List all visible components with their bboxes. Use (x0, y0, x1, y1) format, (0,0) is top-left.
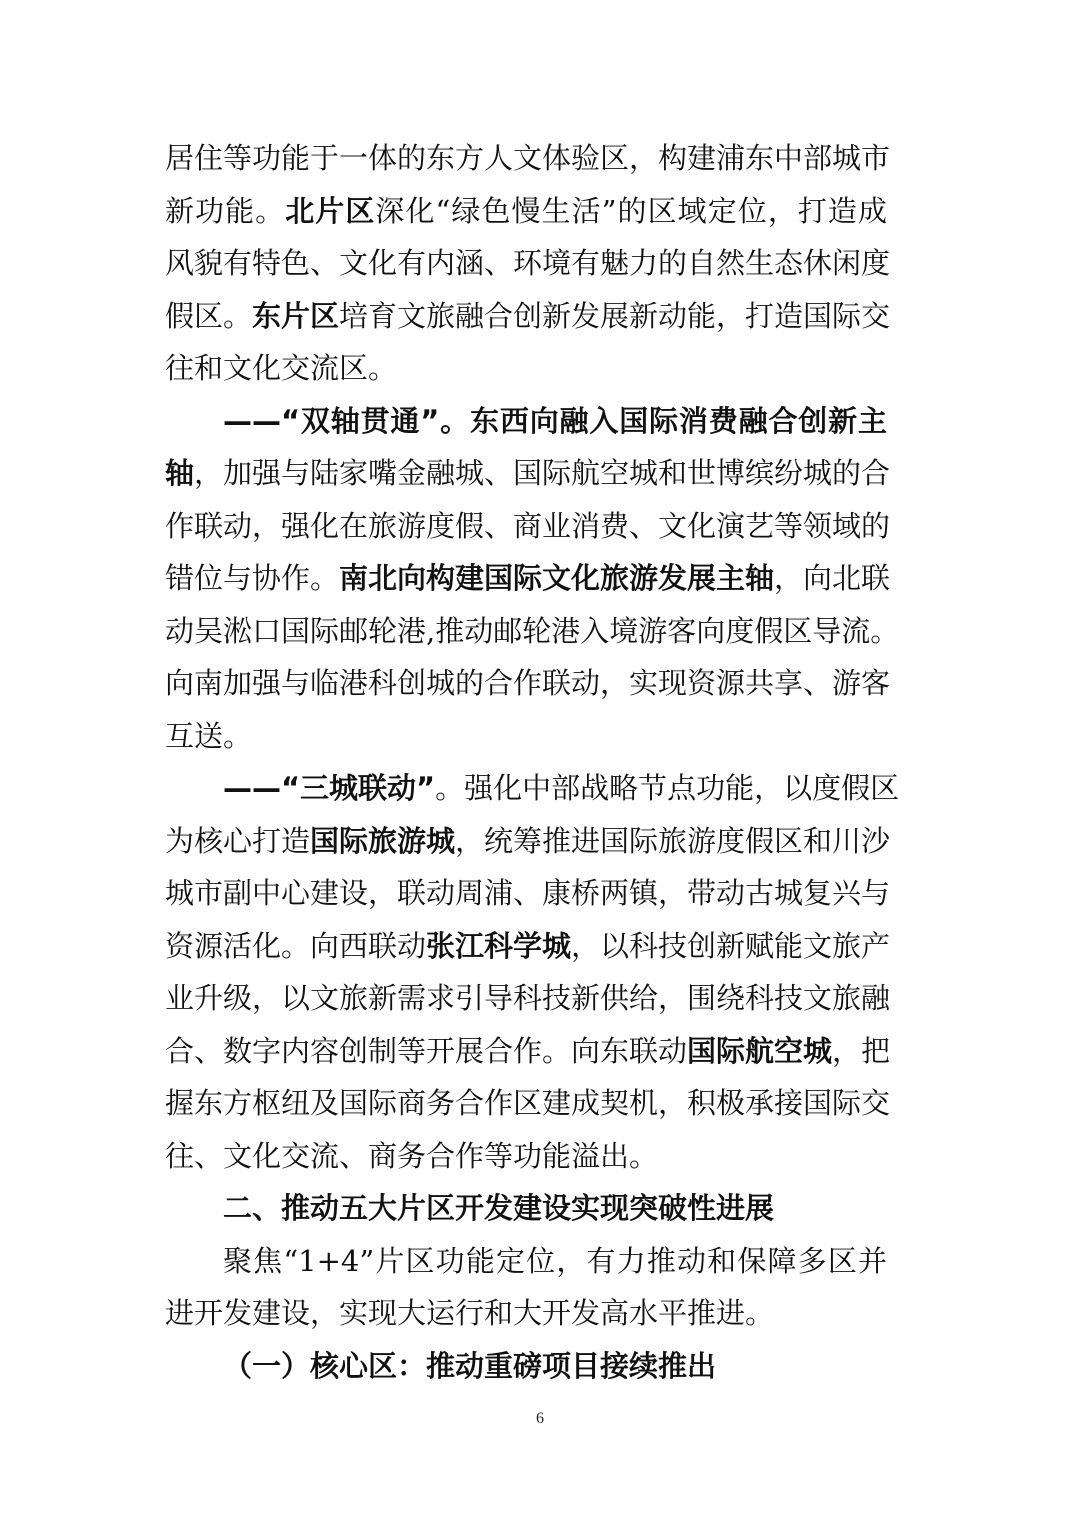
text-line (165, 920, 891, 973)
text-line: 城市副中心建设，联动周浦、康桥两镇，带动古城复兴与 (165, 876, 891, 910)
bold-text-run: 北片区 (285, 193, 376, 228)
text-line (165, 552, 891, 605)
bold-text-run: ——“双轴贯通”。 (223, 403, 471, 438)
paragraph (165, 762, 900, 1182)
text-run: 资源活化。向西联动 (165, 928, 427, 963)
text-line (165, 815, 891, 868)
bold-text-run: 南北向构建国际文化旅游发展主轴 (339, 561, 775, 595)
bold-text-run: 东西向融入国际消费融合创新主 (470, 403, 887, 438)
text-run: 为核心打造 (165, 823, 311, 858)
text-run: ，统筹推进国际旅游度假区和川沙 (455, 823, 891, 858)
text-run: 。强化中部战略节点功能，以度假区 (435, 771, 900, 805)
text-line (165, 185, 887, 238)
text-line: 往和文化交流区。 (165, 351, 398, 385)
text-run: ，向北联 (774, 561, 891, 595)
text-run: ，把 (832, 1033, 891, 1068)
section-heading: 二、推动五大片区开发建设实现突破性进展 (223, 1191, 775, 1225)
text-run: ，加强与陆家嘴金融城、国际航空城和世博缤纷城的合 (194, 456, 891, 490)
text-line: 业升级，以文旅新需求引导科技新供给，围绕科技文旅融 (165, 981, 891, 1015)
text-run: ，以科技创新赋能文旅产 (571, 928, 891, 963)
text-line: 动吴淞口国际邮轮港,推动邮轮港入境游客向度假区导流。 (165, 613, 900, 648)
bold-text-run: 张江科学城 (426, 928, 572, 963)
bold-text-run: 东片区 (252, 298, 340, 333)
text-run: 错位与协作。 (165, 561, 340, 595)
text-run: 培育文旅融合创新发展新动能，打造国际交 (339, 298, 891, 333)
text-line: 互送。 (165, 718, 253, 753)
text-line: 风貌有特色、文化有内涵、环境有魅力的自然生态休闲度 (165, 246, 891, 280)
text-line (165, 290, 891, 343)
bold-text-run: 国际旅游城 (310, 823, 456, 858)
paragraph (165, 1235, 887, 1340)
text-line: 居住等功能于一体的东方人文体验区，构建浦东中部城市 (165, 141, 891, 175)
text-line: 往、文化交流、商务合作等功能溢出。 (165, 1138, 659, 1173)
text-run: 假区。 (165, 298, 253, 333)
text-line (165, 447, 891, 500)
bold-text-run: 国际航空城 (687, 1033, 833, 1068)
text-line: 向南加强与临港科创城的合作联动，实现资源共享、游客 (165, 666, 891, 700)
text-line (165, 395, 887, 448)
paragraph (165, 132, 891, 395)
text-line (165, 762, 900, 815)
text-line: 握东方枢纽及国际商务合作区建成契机，积极承接国际交 (165, 1086, 891, 1120)
text-line (165, 1025, 891, 1078)
text-run: 合、数字内容创制等开展合作。向东联动 (165, 1033, 688, 1068)
text-line: 进开发建设，实现大运行和大开发高水平推进。 (165, 1296, 775, 1330)
document-body (165, 132, 900, 1392)
bold-text-run: 轴 (165, 456, 195, 490)
text-run: 深化“绿色慢生活”的区域定位，打造成 (375, 193, 887, 228)
bold-text-run: ——“三城联动” (223, 771, 436, 805)
paragraph (165, 395, 900, 763)
text-line: 作联动，强化在旅游度假、商业消费、文化演艺等领域的 (165, 508, 891, 543)
page-number: 6 (536, 1410, 544, 1427)
sub-heading: （一）核心区：推动重磅项目接续推出 (223, 1348, 717, 1383)
text-run: 新功能。 (165, 193, 286, 228)
text-line: 聚焦“1+4”片区功能定位，有力推动和保障多区并 (223, 1243, 887, 1278)
